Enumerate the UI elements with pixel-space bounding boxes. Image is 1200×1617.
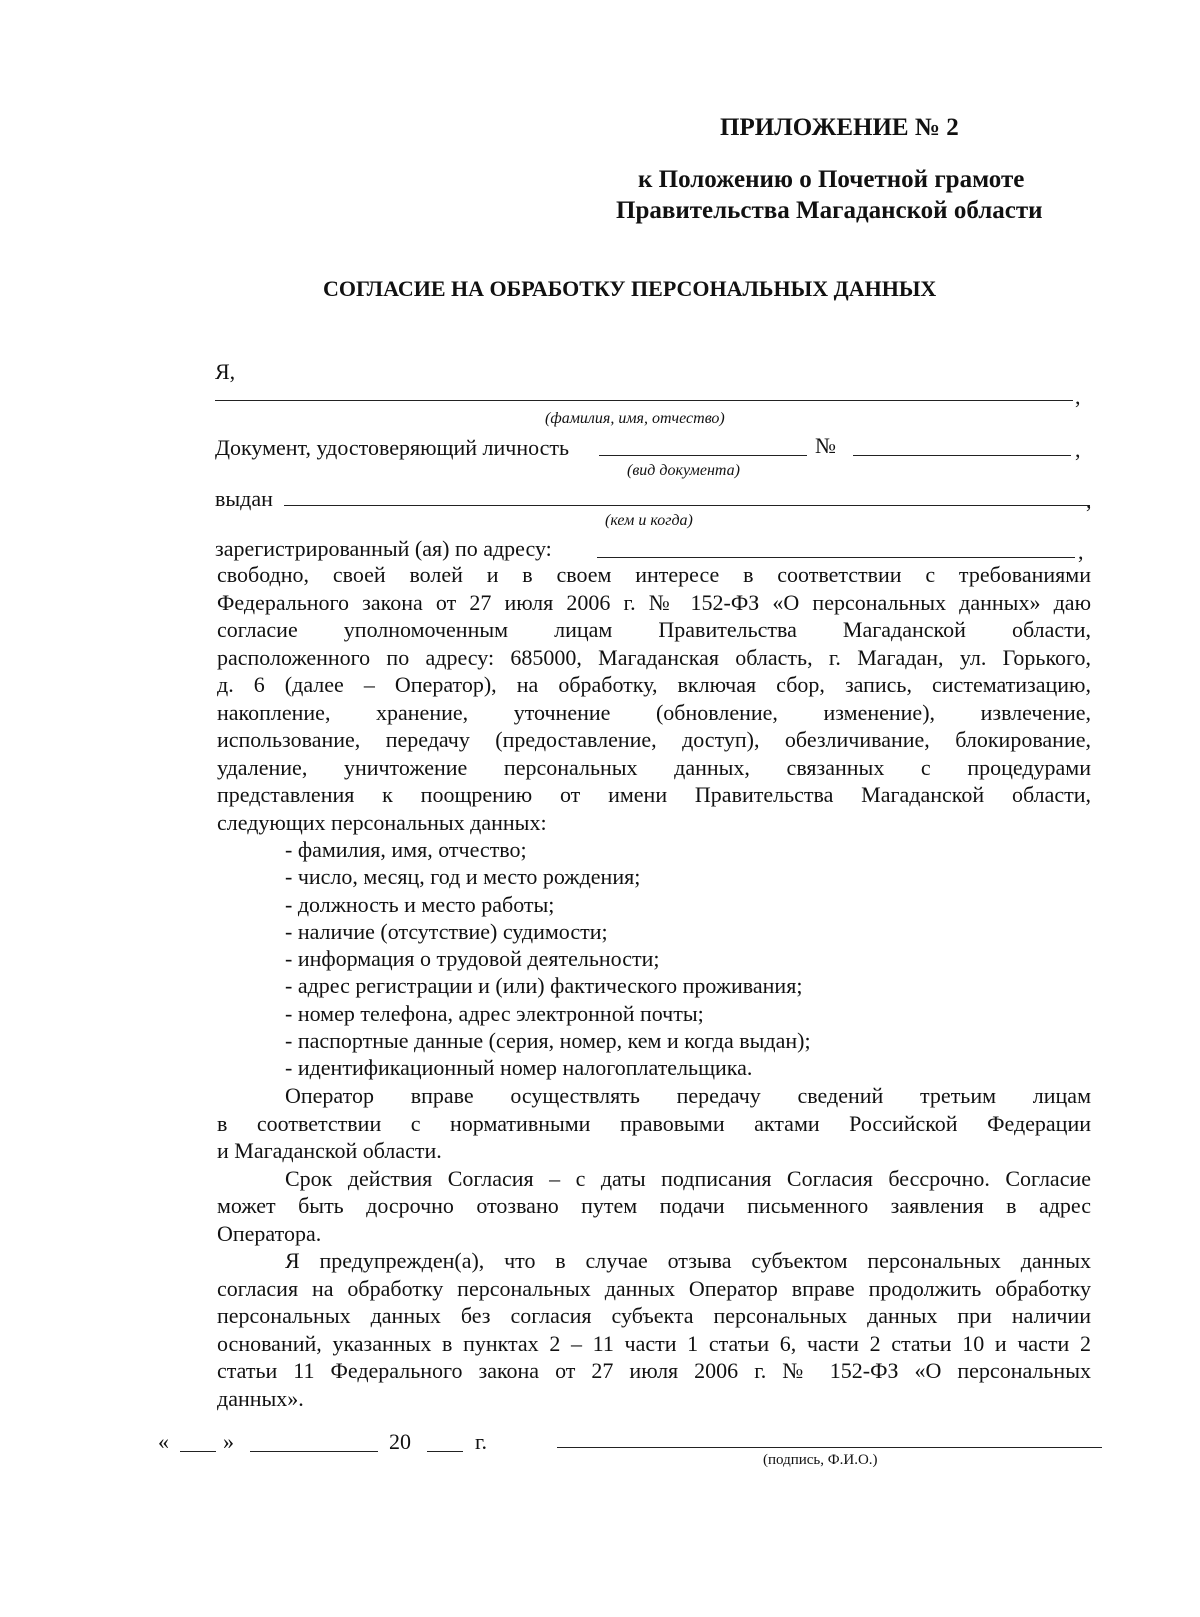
consent-line: представления к поощрению от имени Правительства Магаданской области, <box>217 782 1091 807</box>
doc-type-hint: (вид документа) <box>627 462 740 479</box>
fio-hint: (фамилия, имя, отчество) <box>545 410 725 427</box>
fio-comma: , <box>1075 384 1081 409</box>
issued-label: выдан <box>215 486 273 511</box>
consent-line: накопление, хранение, уточнение (обновление, изменение), извлечение, <box>217 699 1091 725</box>
issued-comma: , <box>1086 488 1092 513</box>
issued-hint: (кем и когда) <box>605 512 693 529</box>
consent-line: следующих персональных данных: <box>217 809 547 835</box>
number-label: № <box>815 433 836 458</box>
doc-type-field[interactable] <box>599 455 807 456</box>
list-item: - номер телефона, адрес электронной почты; <box>285 1000 704 1026</box>
signature-field[interactable] <box>557 1447 1102 1448</box>
regulation-reference-line2: Правительства Магаданской области <box>616 197 1043 224</box>
document-title: СОГЛАСИЕ НА ОБРАБОТКУ ПЕРСОНАЛЬНЫХ ДАННЫХ <box>323 276 937 301</box>
list-item: - должность и место работы; <box>285 891 555 917</box>
i-label: Я, <box>215 359 236 384</box>
consent-line: удаление, уничтожение персональных данных, связанных с процедурами <box>217 754 1091 780</box>
date-year-prefix: 20 <box>389 1429 411 1454</box>
date-quote-open: « <box>158 1429 169 1454</box>
list-item: - число, месяц, год и место рождения; <box>285 864 641 890</box>
list-item: - адрес регистрации и (или) фактического проживания; <box>285 973 803 999</box>
doc-label: Документ, удостоверяющий личность <box>215 435 570 460</box>
warning-line: Я предупрежден(а), что в случае отзыва субъектом персональных данных <box>285 1248 1091 1273</box>
date-quote-close: » <box>223 1429 234 1454</box>
consent-line: использование, передачу (предоставление, доступ), обезличивание, блокирование, <box>217 727 1091 752</box>
validity-line: Оператора. <box>217 1220 322 1246</box>
issued-by-field[interactable] <box>284 505 1090 506</box>
appendix-number: ПРИЛОЖЕНИЕ № 2 <box>720 114 959 141</box>
validity-line: может быть досрочно отозвано путем подачи письменного заявления в адрес <box>217 1193 1091 1218</box>
warning-line: данных». <box>217 1385 304 1411</box>
list-item: - фамилия, имя, отчество; <box>285 837 527 862</box>
date-year-field[interactable] <box>427 1451 463 1452</box>
date-year-suffix: г. <box>475 1429 488 1454</box>
list-item: - паспортные данные (серия, номер, кем и когда выдан); <box>285 1028 811 1054</box>
operator-line: и Магаданской области. <box>217 1138 442 1163</box>
warning-line: статьи 11 Федерального закона от 27 июля 2006 г. № 152-ФЗ «О персональных <box>217 1358 1091 1383</box>
warning-line: оснований, указанных в пунктах 2 – 11 части 1 статьи 6, части 2 статьи 10 и части 2 <box>217 1330 1091 1356</box>
signature-hint: (подпись, Ф.И.О.) <box>763 1452 878 1468</box>
doc-number-field[interactable] <box>853 455 1071 456</box>
operator-line: Оператор вправе осуществлять передачу сведений третьим лицам <box>285 1083 1091 1108</box>
list-item: - идентификационный номер налогоплательщика. <box>285 1055 753 1081</box>
operator-line: в соответствии с нормативными правовыми актами Российской Федерации <box>217 1110 1091 1136</box>
list-item: - информация о трудовой деятельности; <box>285 946 660 972</box>
regulation-reference-line1: к Положению о Почетной грамоте <box>638 166 1025 193</box>
validity-line: Срок действия Согласия – с даты подписания Согласия бессрочно. Согласие <box>285 1165 1091 1191</box>
doc-comma: , <box>1075 437 1081 462</box>
consent-line: согласие уполномоченным лицам Правительства Магаданской области, <box>217 617 1091 642</box>
date-month-field[interactable] <box>250 1451 378 1452</box>
date-day-field[interactable] <box>180 1451 216 1452</box>
consent-line: свободно, своей волей и в своем интересе в соответствии с требованиями <box>217 562 1091 587</box>
warning-line: персональных данных без согласия субъекта персональных данных при наличии <box>217 1303 1091 1328</box>
address-field[interactable] <box>597 557 1075 558</box>
consent-line: д. 6 (далее – Оператор), на обработку, включая сбор, запись, систематизацию, <box>217 672 1091 697</box>
warning-line: согласия на обработку персональных данных Оператор вправе продолжить обработку <box>217 1275 1091 1301</box>
consent-line: Федерального закона от 27 июля 2006 г. № 152-ФЗ «О персональных данных» даю <box>217 589 1091 615</box>
personal-data-list <box>285 836 811 1082</box>
consent-line: расположенного по адресу: 685000, Магаданская область, г. Магадан, ул. Горького, <box>217 644 1091 670</box>
address-comma: , <box>1078 539 1084 564</box>
list-item: - наличие (отсутствие) судимости; <box>285 918 608 944</box>
fio-field[interactable] <box>215 400 1073 401</box>
registered-label: зарегистрированный (ая) по адресу: <box>215 536 552 561</box>
